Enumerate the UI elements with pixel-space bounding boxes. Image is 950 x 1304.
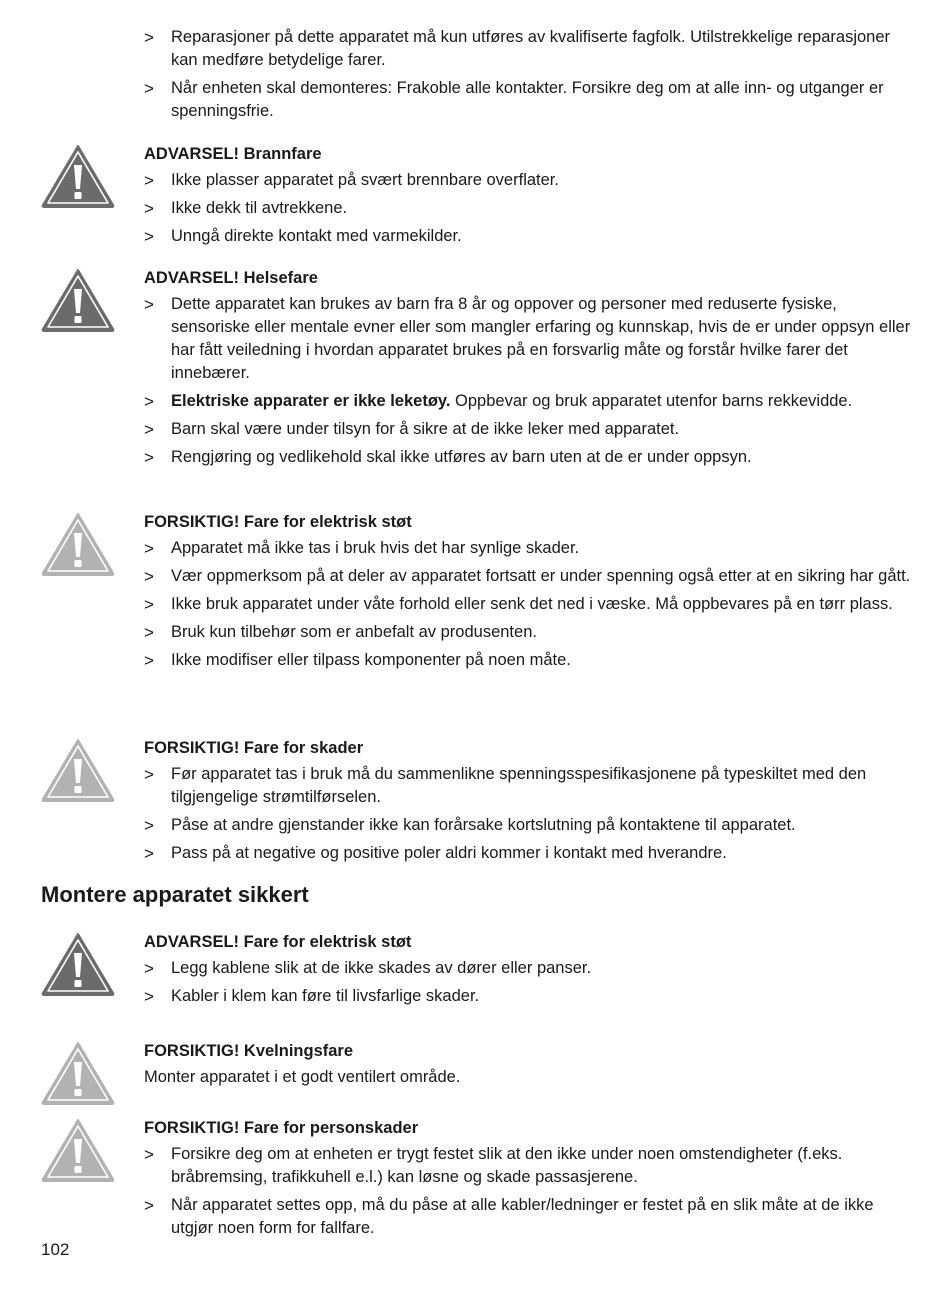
list-item: > Kabler i klem kan føre til livsfarlige skader. [144, 987, 480, 1006]
bullet-arrow-icon: > [144, 1196, 154, 1215]
warning-content [144, 267, 914, 474]
warning-content [144, 143, 914, 253]
list-item: > Legg kablene slik at de ikke skades av dører eller panser. [144, 959, 592, 978]
list-item: > Ikke plasser apparatet på svært brennbare overflater. [144, 171, 559, 190]
bullet-arrow-icon: > [144, 765, 154, 784]
caution-triangle-icon [40, 1117, 116, 1183]
bullet-arrow-icon: > [144, 623, 154, 642]
list-item: > Apparatet må ikke tas i bruk hvis det har synlige skader. [144, 539, 580, 558]
bullet-arrow-icon: > [144, 448, 154, 467]
section-heading: Montere apparatet sikkert [41, 882, 309, 907]
bullet-arrow-icon: > [144, 420, 154, 439]
warning-list [144, 169, 914, 248]
bullet-arrow-icon: > [144, 79, 154, 98]
caution-list [144, 1143, 914, 1240]
list-item: > Bruk kun tilbehør som er anbefalt av produsenten. [144, 623, 537, 642]
warning-triangle-icon [40, 931, 116, 997]
bullet-arrow-icon: > [144, 227, 154, 246]
list-item: > Når enheten skal demonteres: Frakoble alle kontakter. Forsikre deg om at alle inn- og utganger er spenningsfrie. [144, 79, 884, 120]
warning-title: ADVARSEL! Brannfare [144, 145, 322, 163]
caution-triangle-icon [40, 511, 116, 577]
list-item: > Vær oppmerksom på at deler av apparatet fortsatt er under spenning også etter at en sikring har gått. [144, 567, 911, 586]
list-item: > Reparasjoner på dette apparatet må kun utføres av kvalifiserte fagfolk. Utilstrekkelige reparasjoner kan medføre betydelige farer. [144, 28, 891, 69]
bullet-arrow-icon: > [144, 987, 154, 1006]
caution-paragraph: Monter apparatet i et godt ventilert område. [144, 1068, 461, 1086]
warning-title: ADVARSEL! Helsefare [144, 269, 318, 287]
list-item: > Forsikre deg om at enheten er trygt festet slik at den ikke under noen omstendigheter (f.eks. bråbremsing, trafikkuhell e.l.) kan løsne og skade passasjerene. [144, 1145, 843, 1186]
list-item: > Før apparatet tas i bruk må du sammenlikne spenningsspesifikasjonene på typeskiltet med den tilgjengelige strømtilførselen. [144, 765, 867, 806]
caution-title: FORSIKTIG! Fare for skader [144, 739, 364, 757]
warning-content [144, 931, 914, 1013]
intro-list [144, 26, 914, 128]
bullet-arrow-icon: > [144, 595, 154, 614]
caution-content [144, 1117, 914, 1245]
caution-title: FORSIKTIG! Fare for elektrisk støt [144, 513, 412, 531]
warning-list [144, 293, 914, 469]
warning-title: ADVARSEL! Fare for elektrisk støt [144, 933, 412, 951]
list-item: > Ikke modifiser eller tilpass komponenter på noen måte. [144, 651, 571, 670]
bullet-arrow-icon: > [144, 171, 154, 190]
caution-list [144, 763, 914, 865]
bullet-arrow-icon: > [144, 844, 154, 863]
bullet-arrow-icon: > [144, 651, 154, 670]
list-item: > Ikke bruk apparatet under våte forhold eller senk det ned i væske. Må oppbevares på en tørr plass. [144, 595, 893, 614]
caution-content [144, 511, 914, 677]
bullet-arrow-icon: > [144, 1145, 154, 1164]
warning-triangle-icon [40, 143, 116, 209]
caution-triangle-icon [40, 737, 116, 803]
bullet-arrow-icon: > [144, 539, 154, 558]
list-item: > Unngå direkte kontakt med varmekilder. [144, 227, 462, 246]
caution-content [144, 1040, 914, 1089]
caution-content [144, 737, 914, 870]
list-item: > Påse at andre gjenstander ikke kan forårsake kortslutning på kontaktene til apparatet. [144, 816, 796, 835]
bullet-arrow-icon: > [144, 392, 154, 411]
list-item: > Ikke dekk til avtrekkene. [144, 199, 348, 218]
list-item: > Elektriske apparater er ikke leketøy. Oppbevar og bruk apparatet utenfor barns rekkevidde. [144, 392, 853, 411]
list-item: > Pass på at negative og positive poler aldri kommer i kontakt med hverandre. [144, 844, 727, 863]
bullet-arrow-icon: > [144, 567, 154, 586]
warning-triangle-icon [40, 267, 116, 333]
caution-list [144, 537, 914, 672]
page-number: 102 [41, 1240, 70, 1259]
list-item: > Barn skal være under tilsyn for å sikre at de ikke leker med apparatet. [144, 420, 680, 439]
list-item: > Rengjøring og vedlikehold skal ikke utføres av barn uten at de er under oppsyn. [144, 448, 752, 467]
list-item: > Dette apparatet kan brukes av barn fra 8 år og oppover og personer med reduserte fysiske, sensoriske eller mentale evner eller som mangler erfaring og kunnskap, hvis de er under oppsyn eller har fått veiledning i hvordan apparatet brukes på en forsvarlig måte og forstår hvilke farer det innebærer. [144, 295, 911, 382]
bullet-arrow-icon: > [144, 199, 154, 218]
caution-title: FORSIKTIG! Fare for personskader [144, 1119, 419, 1137]
bullet-arrow-icon: > [144, 28, 154, 47]
caution-triangle-icon [40, 1040, 116, 1106]
bullet-arrow-icon: > [144, 295, 154, 314]
list-item: > Når apparatet settes opp, må du påse at alle kabler/ledninger er festet på en slik måte at de ikke utgjør noen form for fallfare. [144, 1196, 874, 1237]
warning-list [144, 957, 914, 1008]
bullet-arrow-icon: > [144, 816, 154, 835]
caution-title: FORSIKTIG! Kvelningsfare [144, 1042, 354, 1060]
bullet-arrow-icon: > [144, 959, 154, 978]
